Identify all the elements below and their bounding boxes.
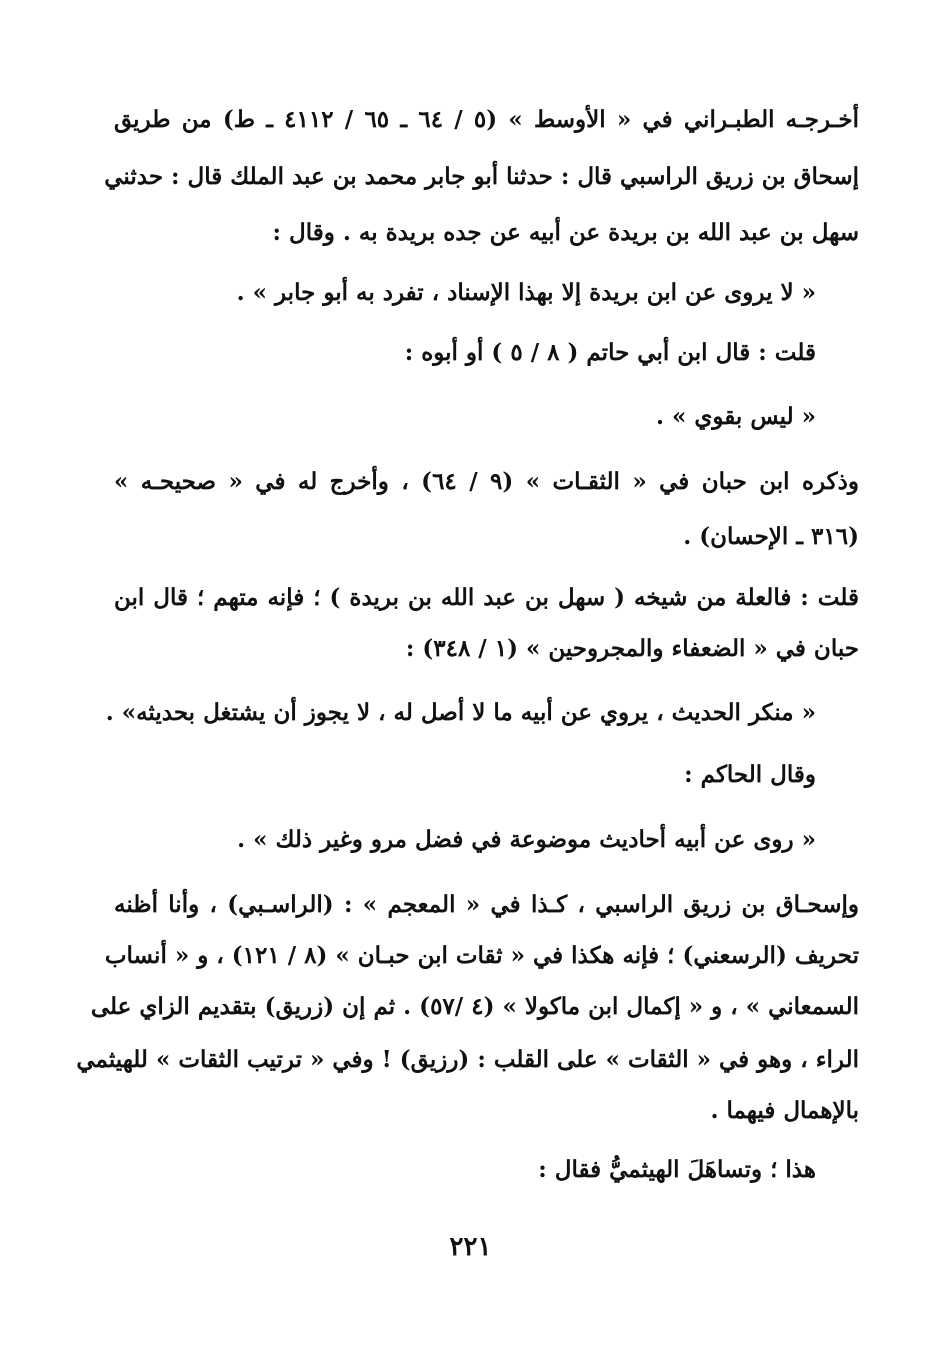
text-line: هذا ؛ وتساهَلَ الهيثميُّ فقال : [538, 1156, 816, 1183]
text-line: تحريف (الرسعني) ؛ فإنه هكذا في « ثقات ابن حبـان » (٨ / ١٢١) ، و « أنساب [104, 942, 859, 969]
text-line: حبان في « الضعفاء والمجروحين » (١ / ٣٤٨) : [405, 635, 859, 662]
text-line: (٣١٦ ـ الإحسان) . [683, 523, 859, 550]
quote-line: « روى عن أبيه أحاديث موضوعة في فضل مرو وغير ذلك » . [237, 826, 816, 853]
text-line: إسحاق بن زريق الراسبي قال : حدثنا أبو جابر محمد بن عبد الملك قال : حدثني [104, 163, 859, 190]
text-line: قلت : فالعلة من شيخه ( سهل بن عبد الله بن بريدة ) ؛ فإنه متهم ؛ قال ابن [114, 584, 859, 611]
text-line: وإسحـاق بن زريق الراسبي ، كـذا في « المعجم » : (الراسـبي) ، وأنا أظنه [114, 891, 859, 918]
quote-line: « لا يروى عن ابن بريدة إلا بهذا الإسناد ، تفرد به أبو جابر » . [236, 279, 816, 306]
text-line: السمعاني » ، و « إكمال ابن ماكولا » (٤ /٥٧) . ثم إن (زريق) بتقديم الزاي على [90, 993, 859, 1020]
text-line: سهل بن عبد الله بن بريدة عن أبيه عن جده بريدة به . وقال : [272, 219, 859, 246]
text-line: بالإهمال فيهما . [710, 1097, 859, 1124]
text-line: وقال الحاكم : [684, 761, 816, 788]
quote-line: « ليس بقوي » . [656, 403, 816, 430]
quote-line: « منكر الحديث ، يروي عن أبيه ما لا أصل له ، لا يجوز أن يشتغل بحديثه» . [105, 699, 816, 726]
text-line: الراء ، وهو في « الثقات » على القلب : (رزيق) ! وفي « ترتيب الثقات » للهيثمي [76, 1046, 859, 1073]
text-line: قلت : قال ابن أبي حاتم ( ٨ / ٥ ) أو أبوه : [404, 339, 816, 366]
text-line: وذكره ابن حبان في « الثقـات » (٩ / ٦٤) ، وأخرج له في « صحيحـه » [114, 468, 859, 495]
page-number: ٢٢١ [449, 1232, 492, 1262]
text-line: أخـرجـه الطبـراني في « الأوسط » (٥ / ٦٤ ـ ٦٥ / ٤١١٢ ـ ط) من طريق [114, 106, 860, 133]
